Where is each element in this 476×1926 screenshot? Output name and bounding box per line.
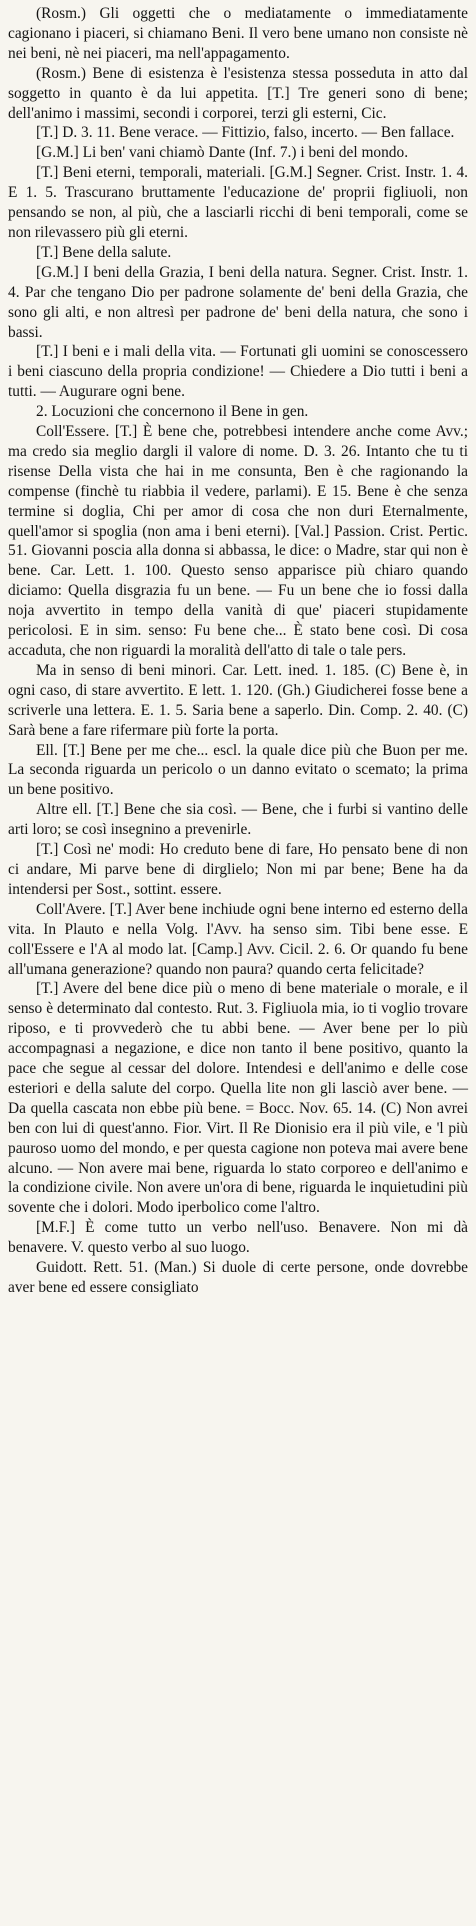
text-paragraph: [G.M.] I beni della Grazia, I beni della natura. Segner. Crist. Instr. 1. 4. Par che tengano Dio per padrone solamente de' beni della Grazia, che sono gli alti, e non altresì per padrone de' beni della natura, che sono i bassi. xyxy=(8,263,468,341)
text-paragraph: Altre ell. [T.] Bene che sia così. — Bene, che i furbi si vantino delle arti loro; se così insegnino a prevenirle. xyxy=(8,801,468,839)
text-paragraph: Coll'Essere. [T.] È bene che, potrebbesi intendere anche come Avv.; ma credo sia meglio dargli il valore di nome. D. 3. 26. Intanto che tu ti risense Della vista che hai in me consunta, Ben è che ragionando la compense (finchè tu riabbia il vedere, parlami). E 15. Bene è che senza termine si doglia, Chi per amor di cosa che non duri Eternalmente, quell'amor si spoglia (non ama i beni eterni). [Val.] Passion. Crist. Pertic. 51. Giovanni poscia alla donna si abbassa, le dice: o Madre, star qui non è bene. Car. Lett. 1. 100. Questo senso apparisce più chiaro quando diciamo: Quella disgrazia fu un bene. — Fu un bene che io fossi dalla noja avvertito in tempo della vanità di que' piaceri stupidamente pericolosi. E in sim. senso: Fu bene che... È stato bene così. Di cosa accaduta, che non riguardi la moralità dell'atto di tale o tale pers. xyxy=(8,423,468,659)
text-paragraph: Guidott. Rett. 51. (Man.) Si duole di certe persone, onde dovrebbe aver bene ed essere consigliato xyxy=(8,1259,468,1296)
text-paragraph: [M.F.] È come tutto un verbo nell'uso. Benavere. Non mi dà benavere. V. questo verbo al suo luogo. xyxy=(8,1219,468,1257)
text-paragraph: [T.] D. 3. 11. Bene verace. — Fittizio, falso, incerto. — Ben fallace. xyxy=(36,124,455,142)
text-paragraph: Coll'Avere. [T.] Aver bene inchiude ogni bene interno ed esterno della vita. In Plauto e nella Volg. l'Avv. ha senso sim. Tibi bene esse. E coll'Essere e l'A al modo lat. [Camp.] Avv. Cicil. 2. 6. Or quando fu bene all'umana generazione? quando non paura? quando certa felicitade? xyxy=(8,900,468,978)
text-paragraph: [T.] Così ne' modi: Ho creduto bene di fare, Ho pensato bene di non ci andare, Mi parve bene di dirglielo; Non mi par bene; Bene ha da intendersi per Sost., sottint. essere. xyxy=(8,841,468,898)
text-paragraph: (Rosm.) Gli oggetti che o mediatamente o immediatamente cagionano i piaceri, si chiamano Beni. Il vero bene umano non consiste nè nei beni, nè nei piaceri, ma nell'appagamento. xyxy=(8,5,468,62)
section-heading: 2. Locuzioni che concernono il Bene in gen. xyxy=(36,403,309,421)
text-paragraph: (Rosm.) Bene di esistenza è l'esistenza stessa posseduta in atto dal soggetto in quanto è da lui appetita. [T.] Tre generi sono di bene; dell'animo i massimi, secondi i corporei, terzi gli esterni, Cic. xyxy=(8,64,468,122)
text-paragraph: [G.M.] Li ben' vani chiamò Dante (Inf. 7.) i beni del mondo. xyxy=(36,144,409,162)
text-paragraph: Ma in senso di beni minori. Car. Lett. ined. 1. 185. (C) Bene è, in ogni caso, di stare avvertito. E lett. 1. 120. (Gh.) Giudicherei fosse bene a scriverle una lettera. E. 1. 5. Saria bene a saperlo. Din. Comp. 2. 40. (C) Sarà bene a fare rifermare più forte la porta. xyxy=(8,661,468,739)
text-paragraph: Ell. [T.] Bene per me che... escl. la quale dice più che Buon per me. La seconda riguarda un pericolo o un danno evitato o scemato; la prima un bene positivo. xyxy=(8,741,468,799)
text-paragraph: [T.] Avere del bene dice più o meno di bene materiale o morale, e il senso è determinato dal contesto. Rut. 3. Figliuola mia, io ti voglio trovare riposo, e ti provvederò che tu abbi bene. — Aver bene per lo più accompagnasi a negazione, e dice non tanto il bene positivo, quanto la pace che segue al cessar del dolore. Intendesi e dell'animo e delle cose esteriori e della salute del corpo. Quella lite non gli lasciò aver bene. — Da quella cascata non ebbe più bene. = Bocc. Nov. 65. 14. (C) Non avrei ben con lui di quest'anno. Fior. Virt. Il Re Dionisio era il più vile, e 'l più pauroso uomo del mondo, e per questa cagione non poteva mai avere bene alcuno. — Non avere mai bene, riguarda lo stato corporeo e dell'animo e la condizione civile. Non avere un'ora di bene, riguarda le inquietudini più sovente che i dolori. Modo iperbolico come l'altro. xyxy=(8,980,468,1217)
text-paragraph: [T.] Bene della salute. xyxy=(36,243,172,261)
text-paragraph: [T.] Beni eterni, temporali, materiali. [G.M.] Segner. Crist. Instr. 1. 4. E 1. 5. Trascurano bruttamente l'educazione de' proprii figliuoli, non pensando se non, al più, che a lasciarli ricchi di beni temporali, come se non rilevassero più gli eterni. xyxy=(8,164,468,241)
text-paragraph: [T.] I beni e i mali della vita. — Fortunati gli uomini se conoscessero i beni ciascuno della propria condizione! — Chiedere a Dio tutti i beni a tutti. — Augurare ogni bene. xyxy=(8,343,468,401)
